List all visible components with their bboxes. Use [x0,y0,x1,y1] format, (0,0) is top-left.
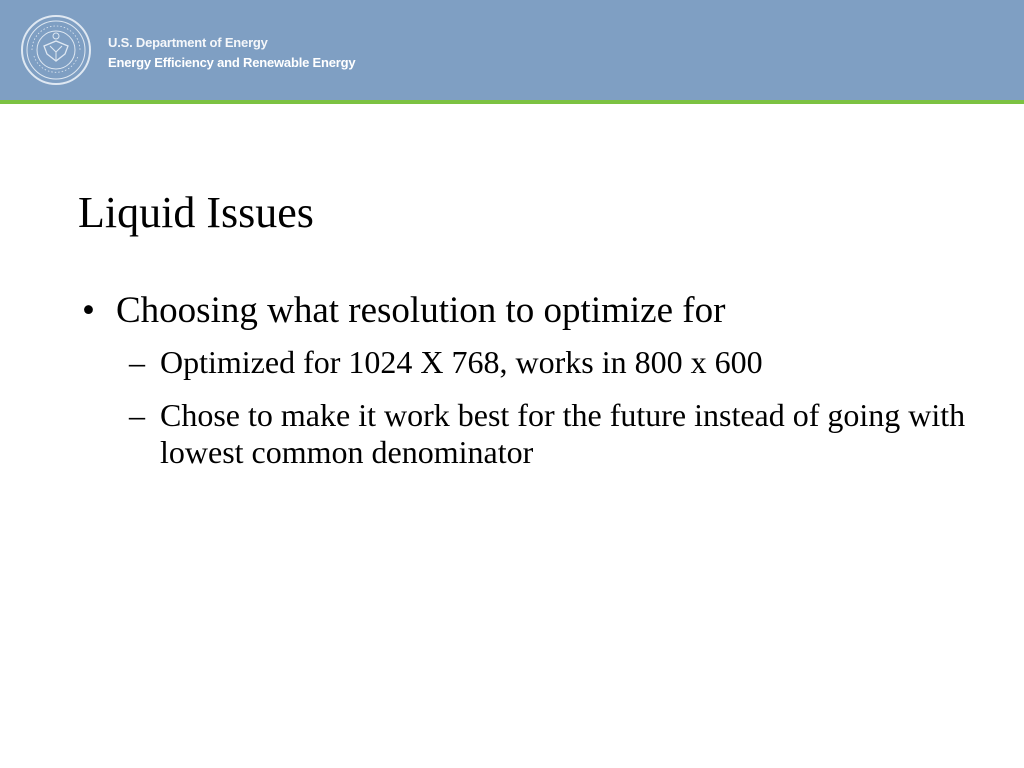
sub-bullet-marker: – [129,344,145,380]
bullet-text: Choosing what resolution to optimize for [116,290,726,331]
bullet-item [82,288,982,334]
doe-seal-icon [20,14,92,86]
sub-bullet-text: Chose to make it work best for the future instead of going with lowest common denominator [160,397,966,470]
slide-content [82,288,982,487]
slide-title: Liquid Issues [78,188,314,237]
header-accent-rule [0,100,1024,104]
organization-name [108,35,355,72]
header-bar [0,0,1024,100]
sub-bullet-marker: – [129,397,145,433]
bullet-marker: • [82,290,95,331]
sub-bullet-text: Optimized for 1024 X 768, works in 800 x 600 [160,344,763,380]
sub-bullet-list [82,344,982,471]
sub-bullet-item [82,344,982,381]
org-line-1: U.S. Department of Energy [108,35,268,50]
sub-bullet-item [82,397,982,471]
org-line-2: Energy Efficiency and Renewable Energy [108,55,356,70]
